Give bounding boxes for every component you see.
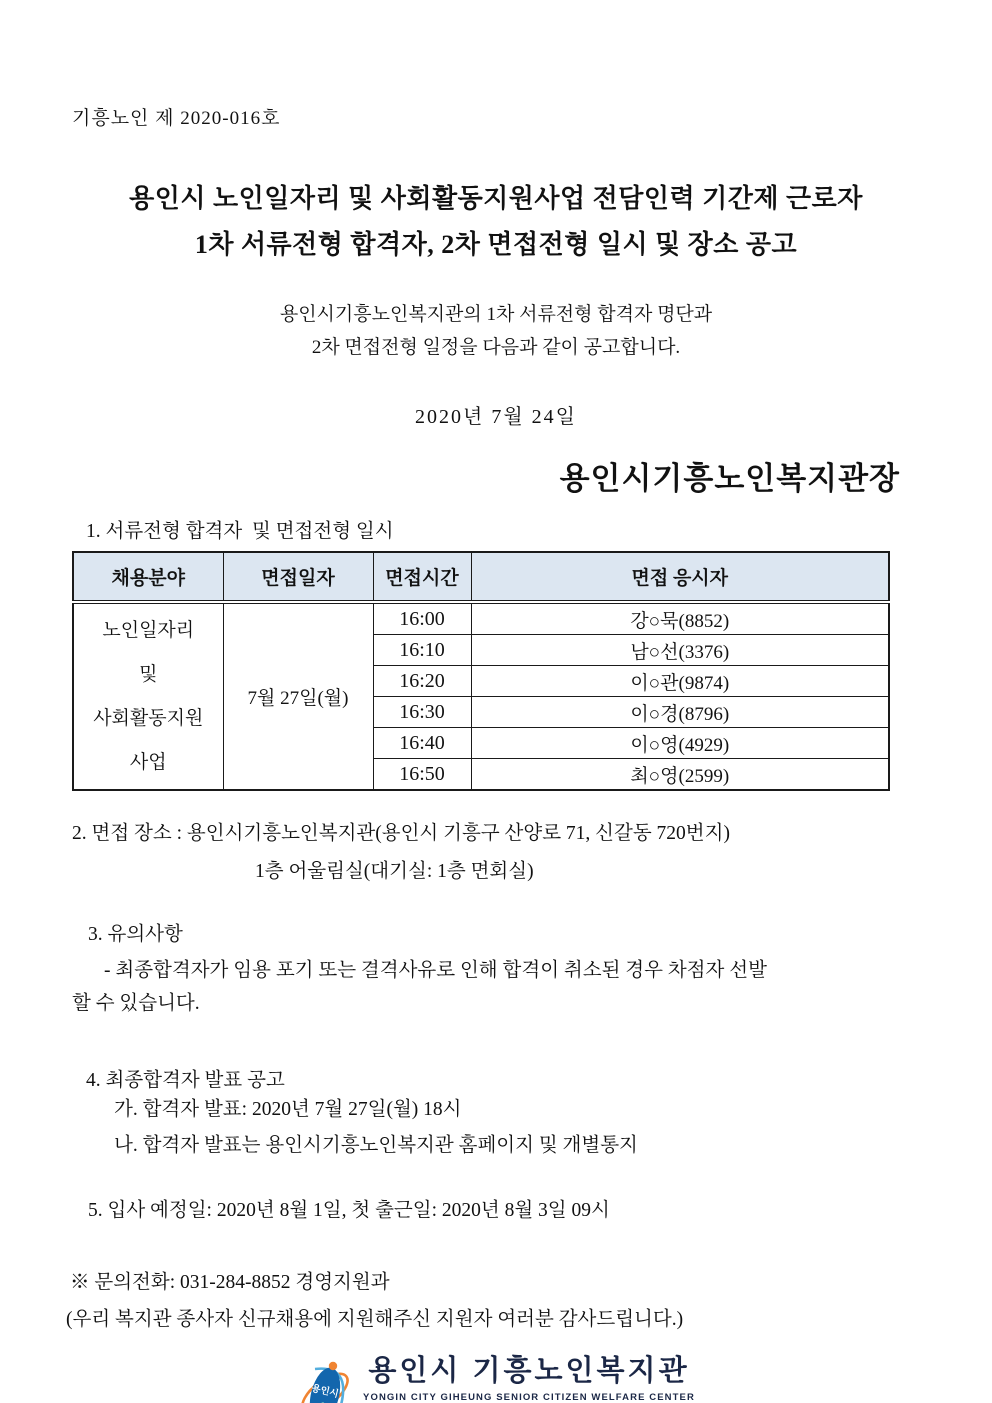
time-cell: 16:00 <box>373 602 471 635</box>
contact-phone-line: ※ 문의전화: 031-284-8852 경영지원과 <box>70 1272 390 1293</box>
applicant-cell: 최○영(2599) <box>471 759 889 791</box>
section3-notes <box>72 918 992 1020</box>
job-field-line: 사회활동지원 <box>93 707 204 729</box>
section3-heading: 3. 유의사항 <box>88 924 183 945</box>
applicant-cell: 이○영(4929) <box>471 728 889 759</box>
section4-heading: 4. 최종합격자 발표 공고 <box>86 1070 285 1091</box>
section2-line-2: 1층 어울림실(대기실: 1층 면회실) <box>255 861 534 882</box>
job-field-line: 노인일자리 <box>102 619 195 641</box>
thanks-line: (우리 복지관 종사자 신규채용에 지원해주신 지원자 여러분 감사드립니다.) <box>66 1309 684 1330</box>
document-subtitle <box>0 298 992 364</box>
announcement-date: 2020년 7월 24일 <box>415 406 577 428</box>
logo-english-name: YONGIN CITY GIHEUNG SENIOR CITIZEN WELFARE CENTER <box>363 1392 695 1403</box>
section3-line-2: 할 수 있습니다. <box>72 993 200 1014</box>
time-cell: 16:20 <box>373 666 471 697</box>
col-header-job-field: 채용분야 <box>73 552 223 602</box>
time-cell: 16:30 <box>373 697 471 728</box>
section3-line-1: - 최종합격자가 임용 포기 또는 결격사유로 인해 합격이 취소된 경우 차점자 선발 <box>104 960 767 981</box>
table-row <box>73 602 889 635</box>
job-field-line: 사업 <box>129 751 167 773</box>
doc-number: 기흥노인 제 2020-016호 <box>72 108 281 129</box>
section5-start-date: 5. 입사 예정일: 2020년 8월 1일, 첫 출근일: 2020년 8월 3일 09시 <box>88 1200 610 1221</box>
title-line-2: 1차 서류전형 합격자, 2차 면접전형 일시 및 장소 공고 <box>194 230 798 259</box>
section4-item-2: 나. 합격자 발표는 용인시기흥노인복지관 홈페이지 및 개별통지 <box>114 1135 638 1156</box>
col-header-interview-time: 면접시간 <box>373 552 471 602</box>
emblem-text: 용인시 <box>310 1382 340 1401</box>
applicant-cell: 강○묵(8852) <box>471 602 889 635</box>
applicant-cell: 남○선(3376) <box>471 635 889 666</box>
organization-logo <box>0 1353 992 1403</box>
subtitle-line-1: 용인시기흥노인복지관의 1차 서류전형 합격자 명단과 <box>279 304 713 325</box>
logo-text-column <box>363 1353 695 1403</box>
col-header-applicant: 면접 응시자 <box>471 552 889 602</box>
title-line-1: 용인시 노인일자리 및 사회활동지원사업 전담인력 기간제 근로자 <box>129 184 863 213</box>
table-header-row <box>73 552 889 602</box>
job-field-line: 및 <box>139 663 158 685</box>
col-header-interview-date: 면접일자 <box>223 552 373 602</box>
time-cell: 16:40 <box>373 728 471 759</box>
section2-line-1: 2. 면접 장소 : 용인시기흥노인복지관(용인시 기흥구 산양로 71, 신갈동 720번지) <box>72 823 730 844</box>
section4-item-1: 가. 합격자 발표: 2020년 7월 27일(월) 18시 <box>114 1099 462 1120</box>
yongin-city-emblem-icon <box>297 1353 353 1403</box>
time-cell: 16:50 <box>373 759 471 791</box>
document-title <box>0 176 992 268</box>
applicant-cell: 이○관(9874) <box>471 666 889 697</box>
time-cell: 16:10 <box>373 635 471 666</box>
signatory-name: 용인시기흥노인복지관장 <box>559 461 900 496</box>
section1-heading: 1. 서류전형 합격자 및 면접전형 일시 <box>86 521 394 542</box>
section2-interview-location <box>72 815 992 891</box>
logo-korean-name: 용인시 기흥노인복지관 <box>368 1355 690 1387</box>
interview-date-cell: 7월 27일(월) <box>223 602 373 790</box>
interview-schedule-table <box>72 551 890 791</box>
subtitle-line-2: 2차 면접전형 일정을 다음과 같이 공고합니다. <box>311 337 681 358</box>
section4-final-announcement <box>72 1064 992 1164</box>
job-field-cell <box>73 602 223 790</box>
applicant-cell: 이○경(8796) <box>471 697 889 728</box>
